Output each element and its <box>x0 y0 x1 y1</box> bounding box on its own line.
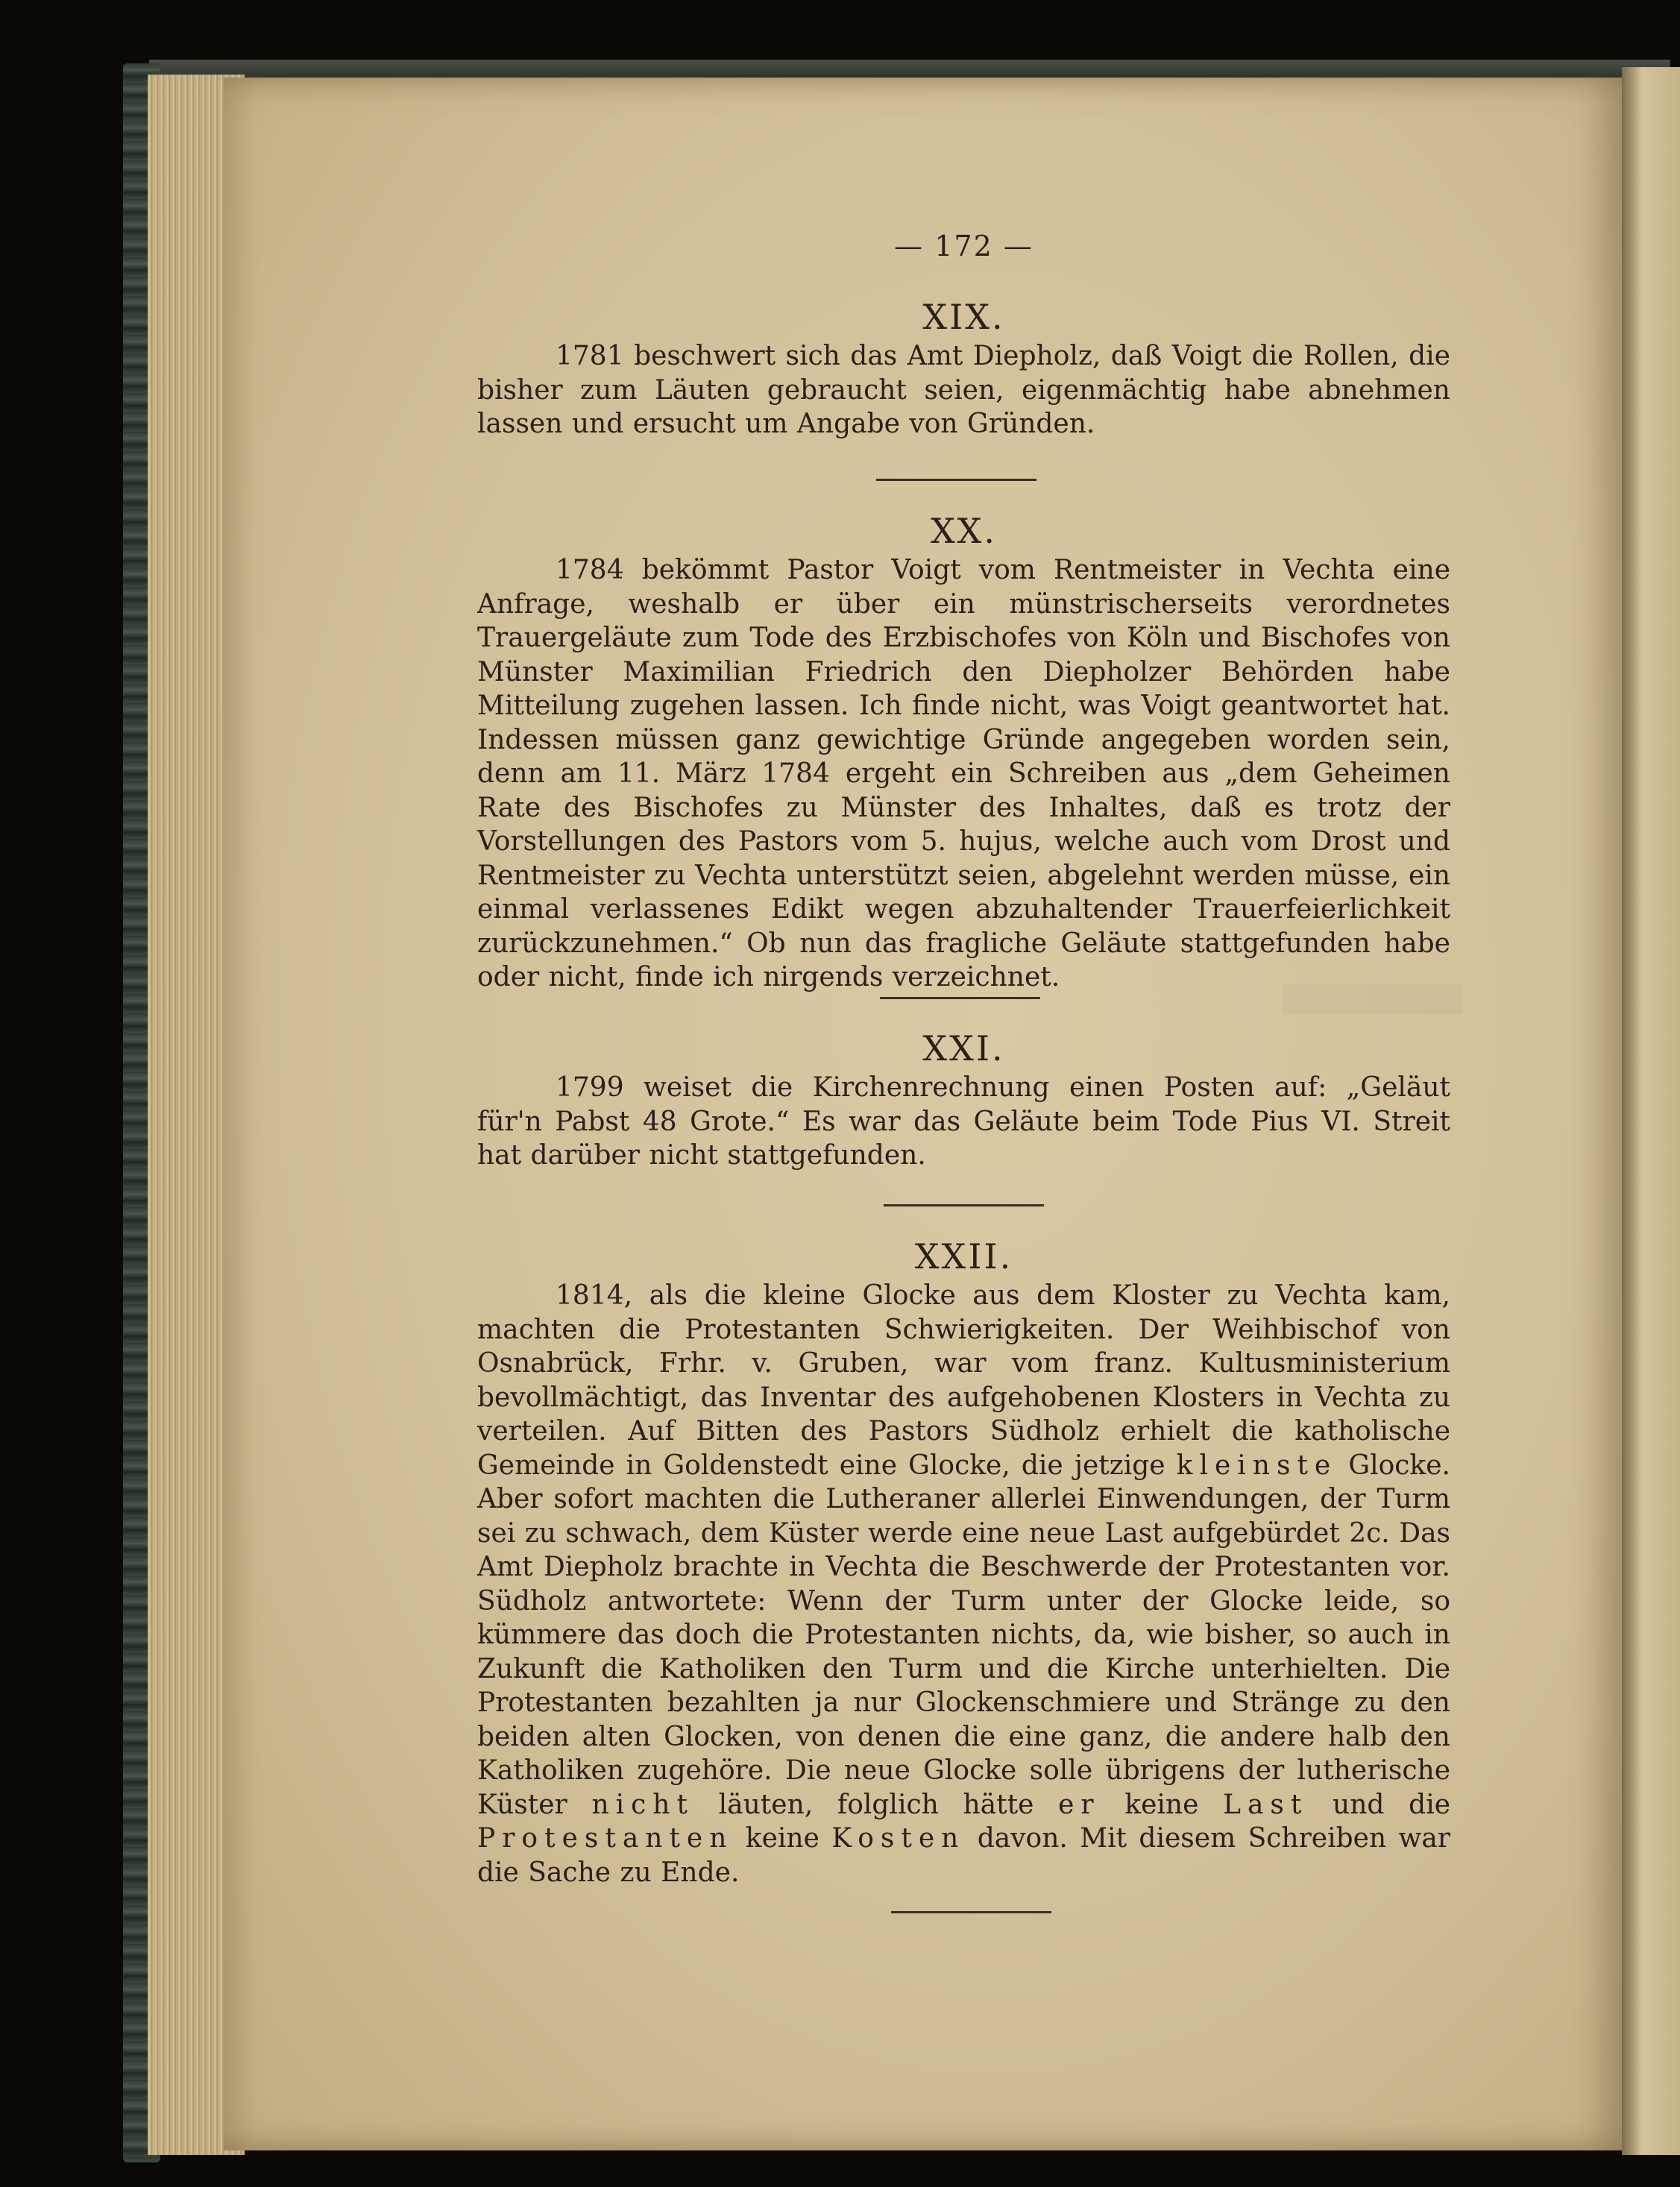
page-number: — 172 — <box>894 230 1034 262</box>
section-divider <box>884 1204 1044 1206</box>
section-paragraph: 1781 beschwert sich das Amt Diepholz, daß Voigt die Rollen, die bisher zum Läuten gebraucht seien, eigenmächtig habe abnehmen lassen und ersucht um Angabe von Gründen. <box>477 341 1450 439</box>
section-paragraph: 1784 bekömmt Pastor Voigt vom Rentmeister in Vechta eine Anfrage, weshalb er über ein münstrischerseits verordnetes Trauergeläute zum Tode des Erzbischofes von Köln und Bischofes von Münster Maximilian Friedrich den Diepholzer Behörden habe Mitteilung zugehen lassen. Ich finde nicht, was Voigt geantwortet hat. Indessen müssen ganz gewichtige Gründe angegeben worden sein, denn am 11. März 1784 ergeht ein Schreiben aus „dem Geheimen Rate des Bischofes zu Münster des Inhaltes, daß es trotz der Vorstellungen des Pastors vom 5. hujus, welche auch vom Drost und Rentmeister zu Vechta unterstützt seien, abgelehnt werden müsse, ein einmal verlassenes Edikt wegen abzuhaltender Trauerfeierlichkeit zurückzunehmen.“ Ob nun das fragliche Geläute stattgefunden habe oder nicht, finde ich nirgends verzeichnet. <box>477 555 1450 992</box>
emphasis-text: Kosten <box>831 1823 966 1854</box>
paragraph-text: keine <box>1100 1789 1224 1820</box>
section-heading: XXII. <box>914 1236 1013 1277</box>
facing-page-gutter <box>1622 67 1680 2155</box>
paragraph-text: läuten, folglich hätte <box>693 1789 1059 1820</box>
section-heading: XIX. <box>922 297 1005 337</box>
section-xxii <box>477 1234 1450 1889</box>
paragraph-text: Glocke. Aber sofort machten die Lutheraner allerlei Einwendungen, der Turm sei zu schwach, dem Küster werde eine neue Last aufgebürdet 2c. Das Amt Diepholz brachte in Vechta die Beschwerde der Protestanten vor. Südholz antwortete: Wenn der Turm unter der Glocke leide, so kümmere das doch die Protestanten nichts, da, wie bisher, so auch in Zukunft die Katholiken den Turm und die Kirche unterhielten. Die Protestanten bezahlten ja nur Glockenschmiere und Stränge zu den beiden alten Glocken, von denen die eine ganz, die andere halb den Katholiken zugehöre. Die neue Glocke solle übrigens der lutherische Küster <box>477 1450 1450 1820</box>
paragraph-text: davon. Mit diesem Schreiben war die Sache zu Ende. <box>477 1823 1450 1888</box>
section-divider <box>880 997 1040 999</box>
section-heading: XXI. <box>922 1028 1005 1069</box>
emphasis-text: Protestanten <box>477 1823 734 1854</box>
section-xxi <box>477 1026 1450 1173</box>
emphasis-text: Last <box>1223 1789 1309 1820</box>
section-divider <box>891 1911 1051 1913</box>
section-xx <box>477 509 1450 995</box>
section-paragraph <box>477 1279 1450 1889</box>
section-divider <box>876 479 1036 481</box>
section-heading: XX. <box>930 511 998 551</box>
emphasis-text: nicht <box>591 1789 694 1820</box>
paragraph-text: 1814, als die kleine Glocke aus dem Kloster zu Vechta kam, machten die Protestanten Schwierigkeiten. Der Weihbischof von Osnabrück, Frhr. v. Gruben, war vom franz. Kultusministerium bevollmächtigt, das Inventar des aufgehobenen Klosters in Vechta zu verteilen. Auf Bitten des Pastors Südholz erhielt die katholische Gemeinde in Goldenstedt eine Glocke, die jetzige <box>477 1280 1450 1481</box>
section-xix <box>477 295 1450 441</box>
paragraph-text: keine <box>733 1823 832 1854</box>
emphasis-text: er <box>1058 1789 1101 1820</box>
paragraph-text: und die <box>1308 1789 1451 1820</box>
emphasis-text: kleinste <box>1176 1450 1338 1481</box>
section-paragraph: 1799 weiset die Kirchenrechnung einen Posten auf: „Geläut für'n Pabst 48 Grote.“ Es war das Geläute beim Tode Pius VI. Streit hat darüber nicht stattgefunden. <box>477 1072 1450 1171</box>
